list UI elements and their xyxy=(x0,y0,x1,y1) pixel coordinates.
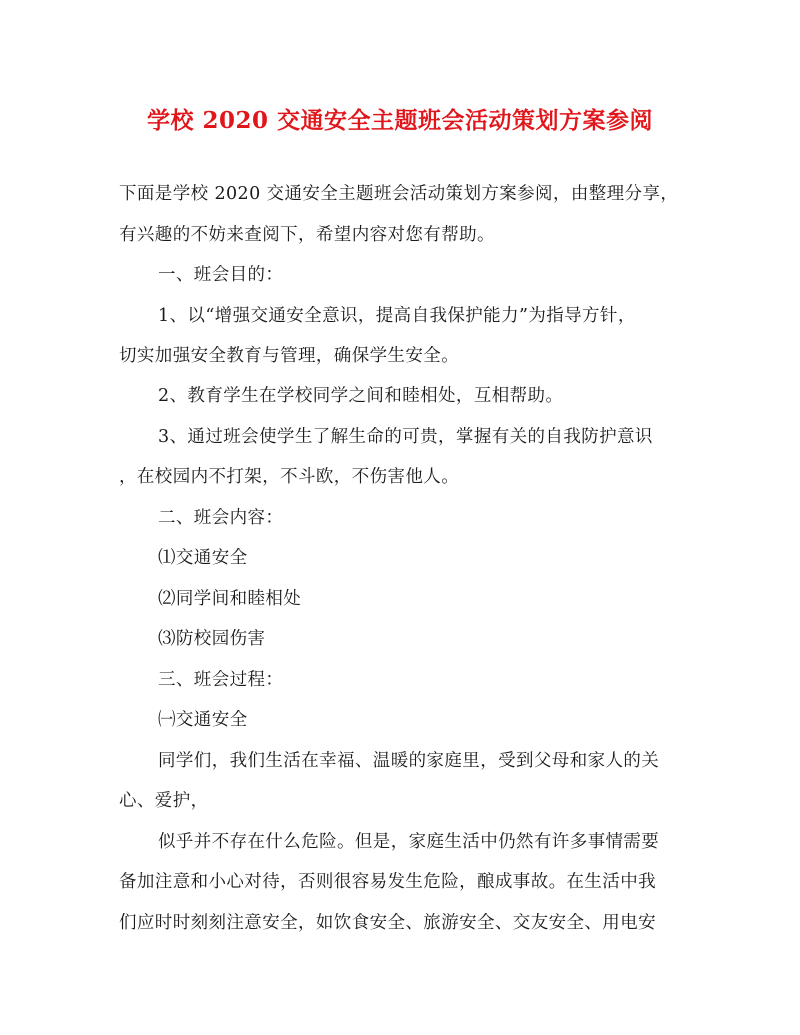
section-heading: 三、班会过程： xyxy=(158,670,284,690)
paragraph-line: 们应时时刻刻注意安全，如饮食安全、旅游安全、交友安全、用电安 xyxy=(119,913,656,933)
paragraph-line: 备加注意和小心对待，否则很容易发生危险，酿成事故。在生活中我 xyxy=(119,872,656,892)
section-heading: 二、班会内容： xyxy=(158,508,284,528)
subsection-heading: ㈠交通安全 xyxy=(158,710,248,730)
paragraph-line: 2、教育学生在学校同学之间和睦相处，互相帮助。 xyxy=(158,386,564,406)
paragraph-line: 切实加强安全教育与管理，确保学生安全。 xyxy=(119,346,460,366)
document-title: 学校 2020 交通安全主题班会活动策划方案参阅 xyxy=(146,107,654,134)
paragraph-line: 下面是学校 2020 交通安全主题班会活动策划方案参阅，由整理分享， xyxy=(119,184,679,204)
paragraph-line: 同学们，我们生活在幸福、温暖的家庭里，受到父母和家人的关 xyxy=(158,751,660,771)
paragraph-line: 心、爱护， xyxy=(119,791,209,811)
paragraph-line: 1、以“增强交通安全意识，提高自我保护能力”为指导方针， xyxy=(158,306,636,326)
paragraph-line: 有兴趣的不妨来查阅下，希望内容对您有帮助。 xyxy=(119,225,495,245)
paragraph-line: ，在校园内不打架，不斗欧，不伤害他人。 xyxy=(119,467,460,487)
section-heading: 一、班会目的： xyxy=(158,265,284,285)
paragraph-line: 似乎并不存在什么危险。但是，家庭生活中仍然有许多事情需要 xyxy=(158,832,660,852)
list-item: ⑵同学间和睦相处 xyxy=(158,589,302,609)
list-item: ⑴交通安全 xyxy=(158,548,248,568)
list-item: ⑶防校园伤害 xyxy=(158,629,266,649)
paragraph-line: 3、通过班会使学生了解生命的可贵，掌握有关的自我防护意识 xyxy=(158,427,653,447)
